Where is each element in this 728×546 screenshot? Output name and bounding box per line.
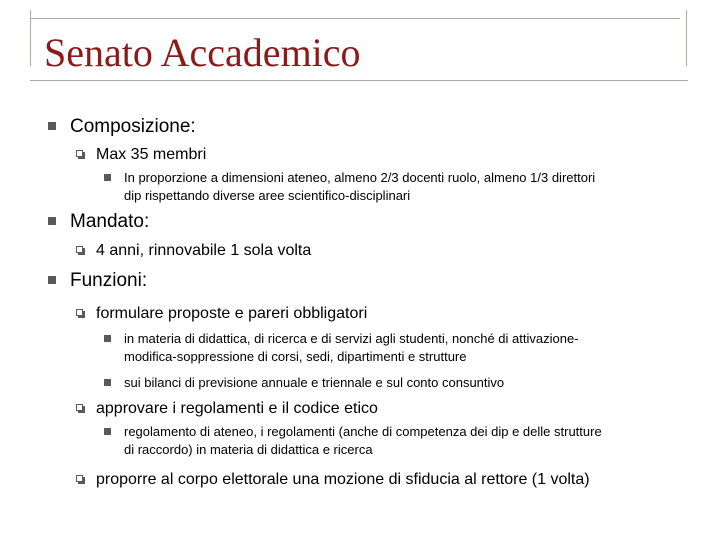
shadow-square-bullet-icon [76,475,85,484]
frame-left-line [30,10,31,66]
bullet-text: Mandato: [70,211,150,232]
square-bullet-icon [104,174,111,181]
square-bullet-icon [104,428,111,435]
slide-title: Senato Accademico [44,30,361,75]
bullet-text-line1: in materia di didattica, di ricerca e di servizi agli studenti, nonché di attivazione- [124,331,579,346]
square-bullet-icon [48,276,56,284]
bullet-text-line1: In proporzione a dimensioni ateneo, almeno 2/3 docenti ruolo, almeno 1/3 direttori [124,170,596,185]
bullet-text: proporre al corpo elettorale una mozione di sfiducia al rettore (1 volta) [96,471,590,488]
bullet-text: Funzioni: [70,270,148,291]
square-bullet-icon [48,217,56,225]
shadow-square-bullet-icon [76,309,85,318]
shadow-square-bullet-icon [76,246,85,255]
square-bullet-icon [104,379,111,386]
bullet-text: Composizione: [70,116,196,137]
frame-right-line [686,10,687,66]
bullet-text: Max 35 membri [96,146,207,163]
bullet-text: 4 anni, rinnovabile 1 sola volta [96,242,312,259]
bullet-text-line2: di raccordo) in materia di didattica e ricerca [124,442,373,457]
bullet-text-line2: dip rispettando diverse aree scientifico-disciplinari [124,188,411,203]
square-bullet-icon [48,122,56,130]
square-bullet-icon [104,335,111,342]
frame-top-line-left [30,18,680,19]
bullet-text-line1: regolamento di ateneo, i regolamenti (anche di competenza dei dip e delle strutture [124,424,602,439]
bullet-text: approvare i regolamenti e il codice etico [96,400,378,417]
bullet-text-line2: modifica-soppressione di corsi, sedi, dipartimenti e strutture [124,349,467,364]
frame-bottom-line [30,80,688,81]
bullet-text: sui bilanci di previsione annuale e triennale e sul conto consuntivo [124,375,505,390]
bullet-text: formulare proposte e pareri obbligatori [96,305,368,322]
shadow-square-bullet-icon [76,150,85,159]
shadow-square-bullet-icon [76,404,85,413]
